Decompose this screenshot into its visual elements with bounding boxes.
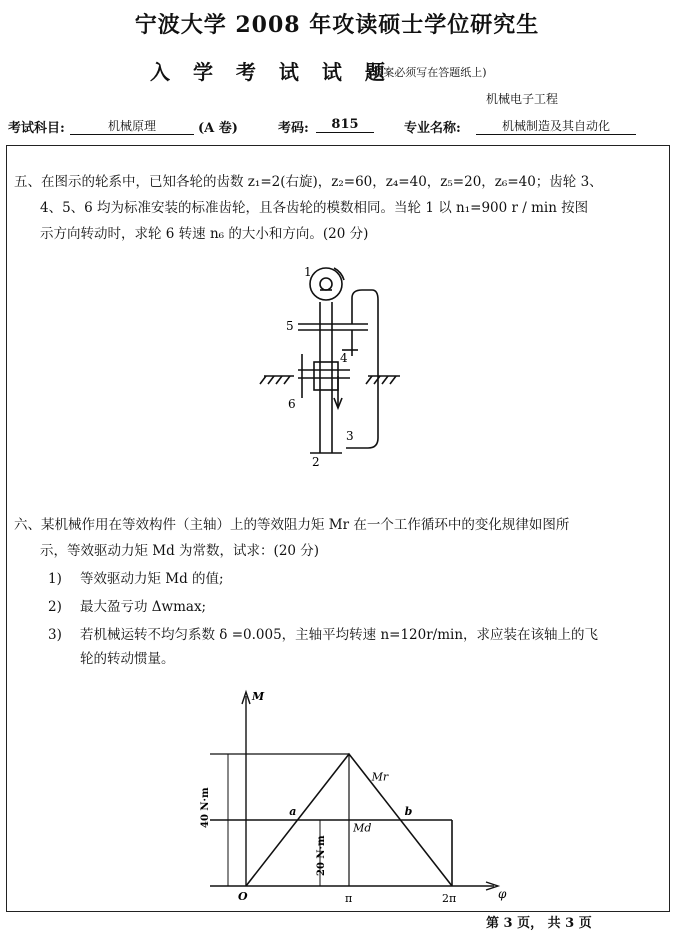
subject-label: 考试科目: xyxy=(8,121,65,136)
point-b-label: b xyxy=(404,805,413,819)
x-axis-label: φ xyxy=(498,887,507,901)
subject-value: 机械原理 xyxy=(70,117,194,135)
q6-item1-num: 1) xyxy=(48,571,62,587)
gear-label-3: 3 xyxy=(346,429,354,443)
q6-item1-text: 等效驱动力矩 Md 的值; xyxy=(80,571,224,587)
major-value: 机械制造及其自动化 xyxy=(476,117,636,135)
gear-label-2: 2 xyxy=(312,455,320,468)
point-a-label: a xyxy=(289,805,297,819)
major-label: 专业名称: xyxy=(404,121,461,136)
gear-label-1: 1 xyxy=(304,265,312,279)
page-footer: 第 3 页， 共 3 页 xyxy=(486,916,592,931)
q6-item2-num: 2) xyxy=(48,599,62,615)
x-tick-pi: π xyxy=(345,892,353,905)
moment-chart xyxy=(200,686,510,906)
series-mr-label: Mr xyxy=(371,770,389,784)
q6-item2-text: 最大盈亏功 Δwmax; xyxy=(80,599,207,615)
answer-note: (答案必须写在答题纸上) xyxy=(368,66,487,79)
gear-train-diagram xyxy=(250,258,420,468)
gear-label-5: 5 xyxy=(286,319,294,333)
q6-item3-num: 3) xyxy=(48,627,62,643)
q6-item3-text: 若机械运转不均匀系数 δ =0.005，主轴平均转速 n=120r/min，求应装在该轴上的飞 xyxy=(80,627,599,643)
gear-label-4: 4 xyxy=(340,351,348,365)
q6-item3-cont: 轮的转动惯量。 xyxy=(80,651,175,667)
exam-subtitle: 入 学 考 试 试 题 xyxy=(150,60,393,84)
gear-label-6: 6 xyxy=(288,397,296,411)
major-top: 机械电子工程 xyxy=(486,92,559,106)
x-tick-origin: O xyxy=(238,890,248,903)
q6-line2: 示，等效驱动力矩 Md 为常数，试求：(20 分) xyxy=(40,543,320,559)
q6-line1: 六、某机械作用在等效构件（主轴）上的等效阻力矩 Mr 在一个工作循环中的变化规律如图所 xyxy=(14,517,570,533)
q5-line1: 五、在图示的轮系中，已知各轮的齿数 z₁=2(右旋)，z₂=60，z₄=40，z₅=20，z₆=40；齿轮 3、 xyxy=(14,174,603,190)
x-tick-2pi: 2π xyxy=(442,892,457,905)
label-20nm: 20 N·m xyxy=(316,835,327,876)
exam-title: 宁波大学 2008 年攻读硕士学位研究生 xyxy=(134,12,540,38)
y-axis-label: M xyxy=(252,690,265,703)
q5-line2: 4、5、6 均为标准安装的标准齿轮，且各齿轮的模数相同。当轮 1 以 n₁=900 r / min 按图 xyxy=(40,200,589,216)
code-value: 815 xyxy=(316,117,374,133)
q5-line3: 示方向转动时，求轮 6 转速 n₆ 的大小和方向。(20 分) xyxy=(40,226,369,242)
series-md-label: Md xyxy=(353,821,372,835)
code-label: 考码: xyxy=(278,121,309,136)
paper-label: (A 卷) xyxy=(198,121,238,136)
label-40nm: 40 N·m xyxy=(200,787,211,828)
